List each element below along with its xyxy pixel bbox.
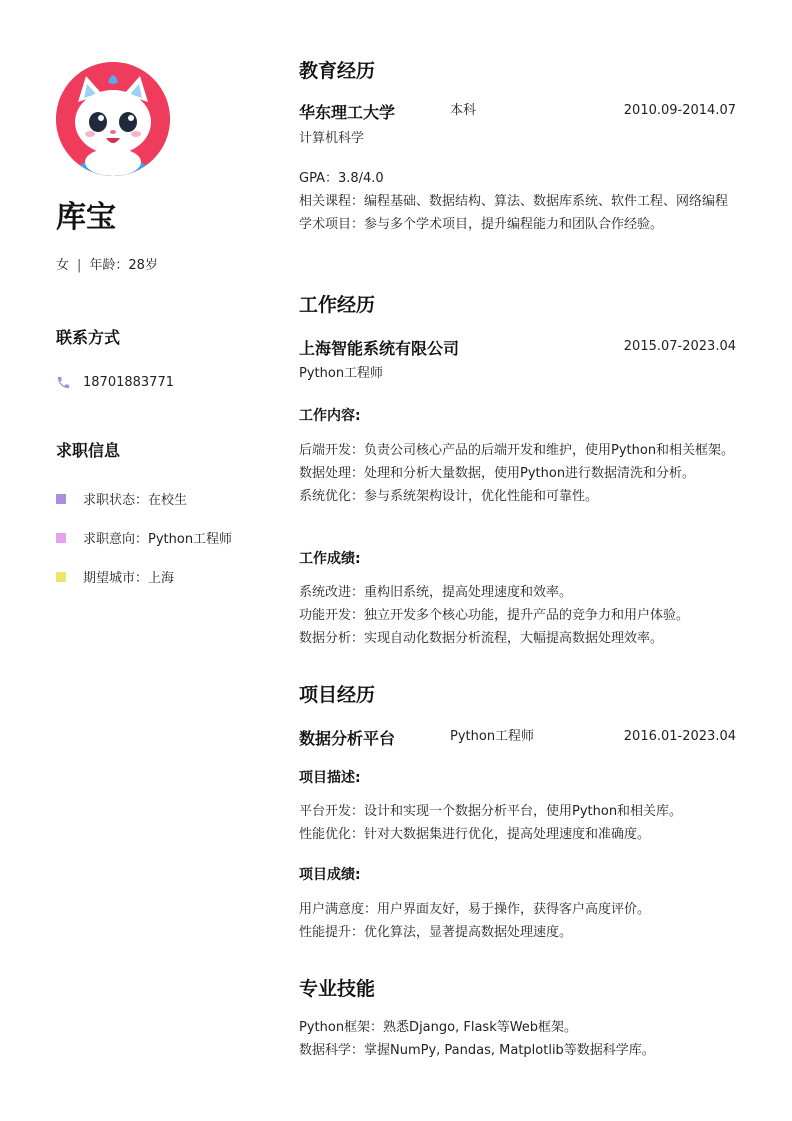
work-result-item: 系统改进：重构旧系统，提高处理速度和效率。 — [299, 585, 573, 600]
basic-info — [56, 254, 276, 273]
project-heading: 项目经历 — [299, 684, 376, 706]
sidebar — [56, 62, 276, 596]
candidate-name: 库宝 — [56, 200, 116, 235]
project-desc-heading: 项目描述: — [299, 770, 361, 786]
project-role: Python工程师 — [450, 729, 535, 744]
school-name: 华东理工大学 — [299, 103, 396, 122]
gender: 女 — [56, 258, 70, 273]
work-date: 2015.07-2023.04 — [623, 339, 736, 354]
work-content-item: 系统优化：参与系统架构设计，优化性能和可靠性。 — [299, 489, 599, 504]
work-heading: 工作经历 — [299, 294, 376, 316]
education-date: 2010.09-2014.07 — [623, 103, 736, 118]
job-info-list — [56, 479, 276, 596]
contact-heading: 联系方式 — [56, 328, 121, 347]
project-result-item: 用户满意度：用户界面友好，易于操作，获得客户高度评价。 — [299, 902, 651, 917]
project-result-item: 性能提升：优化算法，显著提高数据处理速度。 — [299, 925, 573, 940]
status-square-icon — [56, 494, 66, 504]
project-header — [299, 726, 736, 748]
phone-icon — [56, 375, 71, 390]
job-intent — [56, 518, 276, 557]
work-content-item: 数据处理：处理和分析大量数据，使用Python进行数据清洗和分析。 — [299, 466, 696, 481]
age: 年龄：28岁 — [89, 258, 158, 273]
cat-mascot-icon — [56, 62, 170, 176]
skills-heading: 专业技能 — [299, 978, 376, 1000]
work-results-heading: 工作成绩: — [299, 551, 361, 567]
project-desc-item: 性能优化：针对大数据集进行优化，提高处理速度和准确度。 — [299, 827, 651, 842]
work-results-list — [299, 581, 736, 650]
work-result-item: 数据分析：实现自动化数据分析流程，大幅提高数据处理效率。 — [299, 631, 664, 646]
company-name: 上海智能系统有限公司 — [299, 339, 460, 358]
job-status-text: 求职状态：在校生 — [83, 493, 188, 508]
job-info-heading: 求职信息 — [56, 441, 121, 460]
degree: 本科 — [450, 103, 477, 118]
intent-square-icon — [56, 533, 66, 543]
job-city — [56, 557, 276, 596]
project-desc-item: 平台开发：设计和实现一个数据分析平台，使用Python和相关库。 — [299, 804, 683, 819]
major: 计算机科学 — [299, 131, 365, 146]
job-status — [56, 479, 276, 518]
project-desc-list — [299, 800, 736, 846]
skills-list — [299, 1016, 736, 1062]
job-intent-text: 求职意向：Python工程师 — [83, 532, 233, 547]
gpa: GPA：3.8/4.0 — [299, 171, 384, 186]
project-results-list — [299, 898, 736, 944]
work-content-heading: 工作内容: — [299, 408, 361, 424]
work-header — [299, 336, 736, 358]
project-name: 数据分析平台 — [299, 729, 396, 748]
work-content-list — [299, 439, 736, 508]
skill-item: Python框架：熟悉Django, Flask等Web框架。 — [299, 1020, 578, 1035]
work-result-item: 功能开发：独立开发多个核心功能，提升产品的竞争力和用户体验。 — [299, 608, 690, 623]
work-role: Python工程师 — [299, 366, 384, 381]
separator: | — [77, 258, 82, 273]
courses: 相关课程：编程基础、数据结构、算法、数据库系统、软件工程、网络编程 — [299, 194, 729, 209]
education-details — [299, 167, 736, 236]
job-city-text: 期望城市：上海 — [83, 571, 175, 586]
work-content-item: 后端开发：负责公司核心产品的后端开发和维护，使用Python和相关框架。 — [299, 443, 735, 458]
avatar — [56, 62, 170, 176]
education-header — [299, 100, 736, 122]
contact-phone — [56, 375, 276, 390]
academic-projects: 学术项目：参与多个学术项目，提升编程能力和团队合作经验。 — [299, 217, 664, 232]
phone-number: 18701883771 — [83, 375, 174, 390]
skill-item: 数据科学：掌握NumPy, Pandas, Matplotlib等数据科学库。 — [299, 1043, 655, 1058]
project-date: 2016.01-2023.04 — [623, 729, 736, 744]
city-square-icon — [56, 572, 66, 582]
education-heading: 教育经历 — [299, 60, 376, 82]
project-results-heading: 项目成绩: — [299, 867, 361, 883]
